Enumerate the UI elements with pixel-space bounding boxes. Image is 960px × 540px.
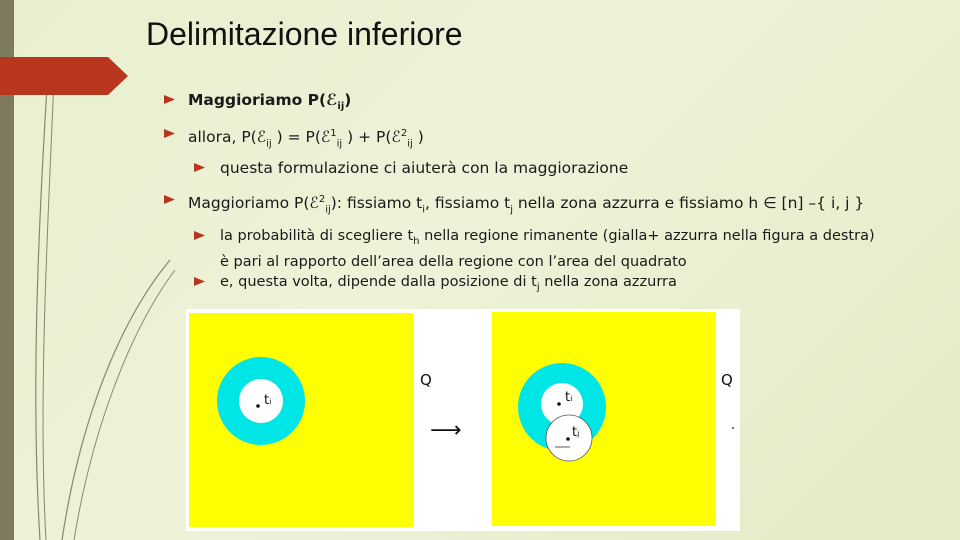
bullet-arrow-icon (164, 129, 175, 138)
stray-dot (732, 427, 734, 429)
bullet-item-6: e, questa volta, dipende dalla posizione di $t_j$ nella zona azzurra (220, 272, 677, 298)
slide-title: Delimitazione inferiore (146, 16, 463, 52)
right-point-tj (566, 437, 570, 441)
bullet-item-5: la probabilità di scegliere $t_h$ nella regione rimanente (gialla+ azzurra nella figura a destra) è pari al rapporto dell’area della regione con l’area del quadrato (220, 226, 875, 272)
bullet-item-3: questa formulazione ci aiuterà con la maggiorazione (220, 158, 628, 178)
bullet-arrow-icon (194, 163, 205, 172)
right-q-label: Q (721, 371, 733, 389)
bullet-item-1: Maggioriamo P(ℰ$_{ij}$) (188, 90, 351, 117)
left-point-ti (256, 404, 260, 408)
bullet-arrow-icon (164, 95, 175, 104)
title-red-tab (0, 57, 128, 95)
region-figure (186, 309, 740, 531)
bullet-item-4: Maggioriamo P(ℰ$^2_{ij}$): fissiamo $t_i$, fissiamo $t_j$ nella zona azzurra e fissiamo h ∈ [n] –{ i, j } (188, 190, 864, 220)
right-point-label-i: tᵢ (565, 390, 573, 405)
left-point-label: tᵢ (264, 393, 272, 408)
bullet-arrow-icon (164, 195, 175, 204)
bullet-arrow-icon (194, 231, 205, 240)
transition-arrow: ⟶ (430, 418, 462, 443)
right-point-ti (557, 402, 561, 406)
bullet-item-2: allora, P(ℰ$_{ij}$ ) = P(ℰ$^1_{ij}$ ) + P(ℰ$^2_{ij}$ ) (188, 124, 424, 154)
right-point-label-j: tⱼ (572, 425, 580, 440)
left-white-disk (239, 379, 283, 423)
bullet-arrow-icon (194, 277, 205, 286)
left-q-label: Q (420, 371, 432, 389)
